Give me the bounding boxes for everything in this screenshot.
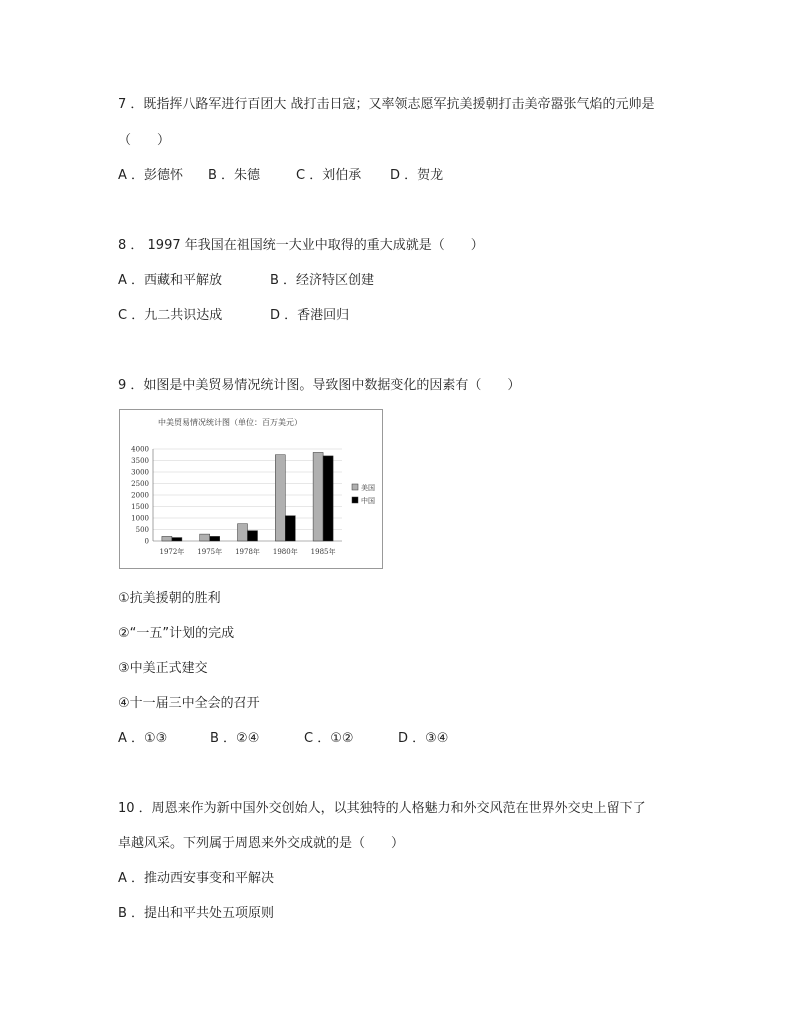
bar-usa [200, 534, 210, 541]
q8-option-a: A ．西藏和平解放 [118, 273, 223, 288]
q9-option-d: D ．③④ [398, 731, 449, 746]
bar-china [172, 538, 182, 541]
q7-option-b: B ．朱德 [208, 168, 261, 183]
q7-stem-line2: （ ） [118, 133, 171, 148]
trade-chart [119, 409, 383, 569]
q9-item-3: ③中美正式建交 [118, 661, 208, 676]
x-tick-label: 1985年 [310, 548, 336, 556]
x-tick-label: 1972年 [159, 548, 185, 556]
q9-item-1: ①抗美援朝的胜利 [118, 591, 221, 606]
legend-label: 美国 [361, 484, 375, 492]
bar-china [210, 536, 220, 541]
q10-option-b: B ．提出和平共处五项原则 [118, 906, 275, 921]
x-tick-label: 1975年 [197, 548, 223, 556]
y-tick-label: 0 [144, 537, 149, 546]
y-tick-label: 500 [135, 526, 149, 534]
q8-option-c: C ．九二共识达成 [118, 308, 223, 323]
q9-item-2: ②“一五”计划的完成 [118, 626, 235, 641]
y-tick-label: 3000 [131, 468, 149, 477]
bar-usa [313, 452, 323, 541]
bar-usa [275, 455, 285, 541]
bar-china [323, 456, 333, 541]
q7-option-c: C ．刘伯承 [296, 168, 362, 183]
q8-stem: 8 ． 1997 年我国在祖国统一大业中取得的重大成就是（ ） [118, 238, 484, 253]
legend-swatch [352, 484, 358, 490]
y-tick-label: 1500 [131, 503, 149, 511]
y-tick-label: 2000 [131, 491, 149, 500]
q9-option-c: C ．①② [304, 731, 354, 746]
legend-label: 中国 [361, 497, 375, 505]
x-tick-label: 1978年 [235, 548, 260, 556]
y-tick-label: 3500 [131, 457, 149, 465]
q7-option-a: A ．彭德怀 [118, 168, 184, 183]
x-tick-label: 1980年 [272, 548, 298, 556]
q8-option-d: D ．香港回归 [270, 308, 350, 323]
y-tick-label: 4000 [131, 445, 149, 454]
bar-usa [238, 524, 248, 541]
trade-chart-svg [120, 410, 382, 568]
y-tick-label: 2500 [131, 480, 149, 488]
legend-swatch [352, 497, 358, 503]
q10-option-a: A ．推动西安事变和平解决 [118, 871, 275, 886]
bar-china [248, 531, 258, 541]
q9-option-b: B ．②④ [210, 731, 260, 746]
q10-stem-line1: 10 ．周恩来作为新中国外交创始人，以其独特的人格魅力和外交风范在世界外交史上留下了 [118, 801, 646, 816]
q9-stem: 9 ．如图是中美贸易情况统计图。导致图中数据变化的因素有（ ） [118, 378, 521, 393]
bar-usa [162, 536, 172, 541]
bar-china [285, 516, 295, 541]
chart-title: 中美贸易情况统计图（单位：百万美元） [158, 418, 302, 427]
q9-option-a: A ．①③ [118, 731, 168, 746]
q10-stem-line2: 卓越风采。下列属于周恩来外交成就的是（ ） [118, 836, 405, 851]
q8-option-b: B ．经济特区创建 [270, 273, 375, 288]
q7-option-d: D ．贺龙 [390, 168, 444, 183]
q9-item-4: ④十一届三中全会的召开 [118, 696, 260, 711]
q7-stem-line1: 7 ．既指挥八路军进行百团大 战打击日寇；又率领志愿军抗美援朝打击美帝嚣张气焰的元帅是 [118, 97, 655, 112]
y-tick-label: 1000 [131, 514, 149, 523]
